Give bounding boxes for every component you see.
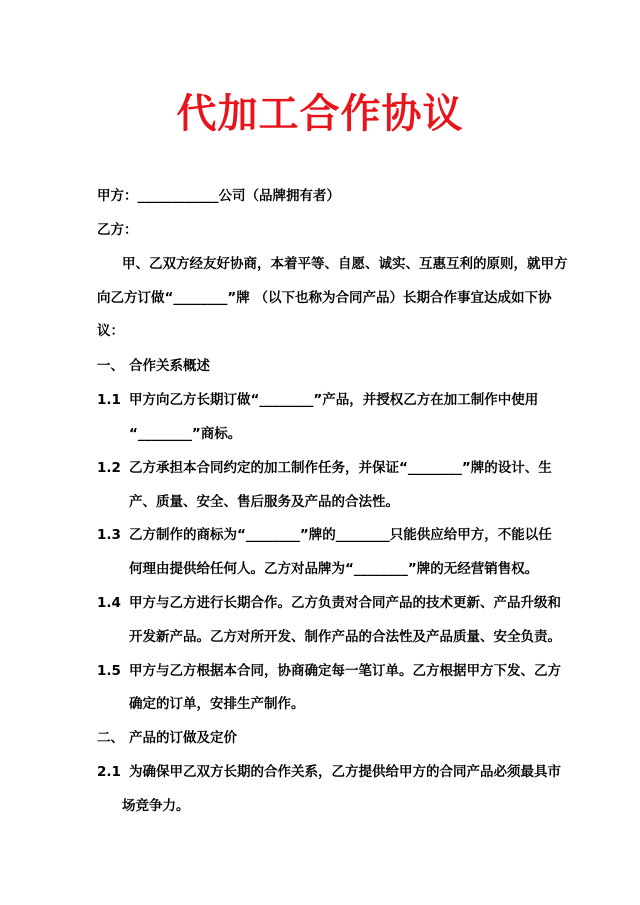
party-b-line: 乙方： (97, 222, 138, 238)
clause-line: 场竞争力。 (122, 798, 190, 814)
clause-line: 何理由提供给任何人。乙方对品牌为“________”牌的无经营销售权。 (129, 561, 539, 577)
clause-line: 为确保甲乙双方长期的合作关系，乙方提供给甲方的合同产品必须最具市 (129, 764, 561, 780)
clause-number: 2.1 (97, 764, 121, 780)
clause-line: 乙方承担本合同约定的加工制作任务，并保证“________”牌的设计、生 (129, 460, 552, 476)
clause-number: 1.2 (97, 460, 121, 476)
intro-line-3: 议： (97, 323, 124, 339)
section-2-heading: 产品的订做及定价 (129, 730, 237, 746)
clause-line: “________”商标。 (129, 426, 242, 442)
section-1-number: 一、 (97, 358, 124, 374)
party-a-line: 甲方：____________公司（品牌拥有者） (97, 188, 340, 204)
clause-number: 1.3 (97, 527, 121, 543)
section-1-heading: 合作关系概述 (129, 358, 210, 374)
clause-number: 1.1 (97, 392, 121, 408)
intro-line-1: 甲、乙双方经友好协商，本着平等、自愿、诚实、互惠互利的原则，就甲方 (122, 256, 568, 272)
clause-line: 甲方与乙方根据本合同，协商确定每一笔订单。乙方根据甲方下发、乙方 (129, 663, 561, 679)
clause-line: 开发新产品。乙方对所开发、制作产品的合法性及产品质量、安全负责。 (129, 629, 561, 645)
intro-line-2: 向乙方订做“________”牌 （以下也称为合同产品）长期合作事宜达成如下协 (97, 290, 552, 306)
clause-line: 乙方制作的商标为“________”牌的________只能供应给甲方，不能以任 (129, 527, 552, 543)
clause-number: 1.5 (97, 663, 121, 679)
clause-number: 1.4 (97, 595, 121, 611)
clause-line: 甲方与乙方进行长期合作。乙方负责对合同产品的技术更新、产品升级和 (129, 595, 561, 611)
document-title: 代加工合作协议 (176, 91, 464, 137)
clause-line: 确定的订单，安排生产制作。 (129, 696, 305, 712)
section-2-number: 二、 (97, 730, 124, 746)
clause-line: 甲方向乙方长期订做“________”产品，并授权乙方在加工制作中使用 (129, 392, 539, 408)
clause-line: 产、质量、安全、售后服务及产品的合法性。 (129, 494, 399, 510)
